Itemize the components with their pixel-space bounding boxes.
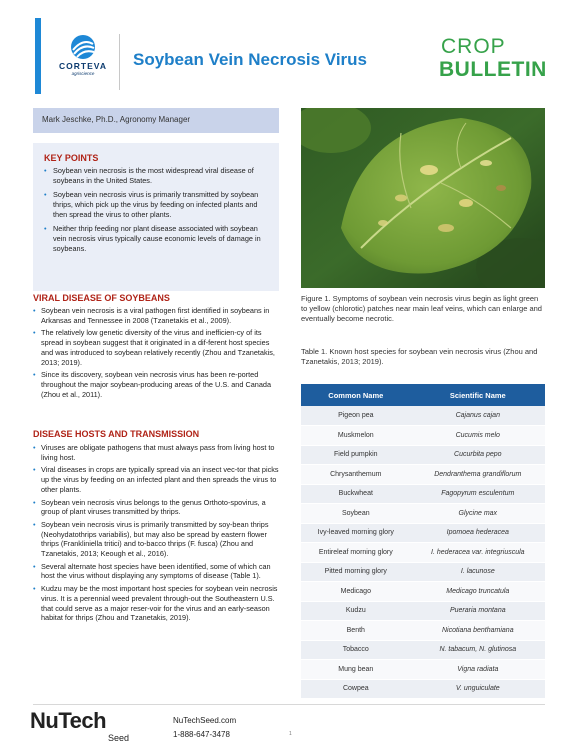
table-row — [301, 621, 545, 641]
key-points-list — [44, 166, 270, 254]
phone-number: 1-888-647-3478 — [173, 730, 230, 739]
table-row — [301, 445, 545, 465]
viral-disease-list — [33, 306, 279, 402]
table-row — [301, 504, 545, 524]
soybean-leaf-photo — [301, 108, 545, 288]
common-name-cell: Cowpea — [301, 679, 411, 699]
key-points-title: KEY POINTS — [44, 153, 99, 163]
list-item: • Viruses are obligate pathogens that must always pass from living host to living host. — [33, 443, 279, 462]
common-name-cell: Soybean — [301, 504, 411, 524]
table-row — [301, 484, 545, 504]
common-name-cell: Entireleaf morning glory — [301, 543, 411, 563]
common-name-cell: Mung bean — [301, 660, 411, 680]
common-name-cell: Pigeon pea — [301, 406, 411, 426]
common-name-cell: Field pumpkin — [301, 445, 411, 465]
scientific-name-cell: Fagopyrum esculentum — [411, 484, 545, 504]
key-point-item: • Neither thrip feeding nor plant disease associated with soybean vein necrosis virus typically cause economic levels of damage in soybeans. — [44, 224, 270, 254]
common-name-cell: Benth — [301, 621, 411, 641]
scientific-name-cell: N. tabacum, N. glutinosa — [411, 640, 545, 660]
table-header-row — [301, 384, 545, 406]
scientific-name-cell: Cucurbita pepo — [411, 445, 545, 465]
disease-hosts-list — [33, 443, 279, 626]
figure-caption: Figure 1. Symptoms of soybean vein necrosis virus begin as light green to yellow (chlorotic) patches near main leaf veins, which can enlarge and eventually become necrotic. — [301, 294, 542, 324]
list-item: • Viral diseases in crops are typically spread via an insect vec-tor that picks up the virus by feeding on an infected plant and then spreads the virus to other plants. — [33, 465, 279, 494]
scientific-name-cell: Ipomoea hederacea — [411, 523, 545, 543]
list-item: • Since its discovery, soybean vein necrosis virus has been re-ported throughout the major soybean-producing areas of the U.S. and Canada (Zhou et al., 2011). — [33, 370, 279, 399]
scientific-name-cell: Pueraria montana — [411, 601, 545, 621]
table-row — [301, 465, 545, 485]
scientific-name-cell: Glycine max — [411, 504, 545, 524]
column-header: Common Name — [301, 384, 411, 406]
table-row — [301, 562, 545, 582]
table-title: Table 1. Known host species for soybean vein necrosis virus (Zhou and Tzanetakis, 2013; 2019). — [301, 347, 538, 367]
scientific-name-cell: V. unguiculate — [411, 679, 545, 699]
table-row — [301, 660, 545, 680]
scientific-name-cell: Vigna radiata — [411, 660, 545, 680]
list-item: • Soybean vein necrosis virus is primarily transmitted by soy-bean thrips (Neohydatothrips variabilis), but may also be spread by eastern flower thrips (Frankliniella tritici) and to-bacco thrips (F. fusca) (Zhou and Tzanetakis, 2013; Keough et al., 2016). — [33, 520, 279, 559]
author-name: Mark Jeschke, Ph.D., Agronomy Manager — [42, 115, 191, 124]
table-row — [301, 426, 545, 446]
table-row — [301, 679, 545, 699]
scientific-name-cell: Cajanus cajan — [411, 406, 545, 426]
common-name-cell: Pitted morning glory — [301, 562, 411, 582]
table-row — [301, 582, 545, 602]
section-title-disease-hosts: DISEASE HOSTS AND TRANSMISSION — [33, 429, 200, 439]
bulletin-label: BULLETIN — [439, 58, 547, 81]
list-item: • Soybean vein necrosis is a viral pathogen first identified in soybeans in Arkansas and Tennessee in 2008 (Tzanetakis et al., 2009). — [33, 306, 279, 325]
scientific-name-cell: Dendranthema grandiflorum — [411, 465, 545, 485]
corteva-emblem-icon — [70, 34, 96, 60]
table-row — [301, 543, 545, 563]
table-row — [301, 406, 545, 426]
crop-label: CROP — [441, 35, 506, 58]
list-item: • Soybean vein necrosis virus belongs to the genus Orthoto-spovirus, a group of plant viruses transmitted by thrips. — [33, 498, 279, 517]
list-item: • The relatively low genetic diversity of the virus and inefficien-cy of its spread in soybean suggest that it originated in a dif-ferent host species and was introduced to soybean relatively recently (Zhou and Tzanetakis, 2013; 2019). — [33, 328, 279, 367]
scientific-name-cell: Nicotiana benthamiana — [411, 621, 545, 641]
page-number: 1 — [289, 731, 292, 737]
scientific-name-cell: Cucumis melo — [411, 426, 545, 446]
common-name-cell: Muskmelon — [301, 426, 411, 446]
scientific-name-cell: Medicago truncatula — [411, 582, 545, 602]
key-points-box — [33, 143, 279, 291]
page-title: Soybean Vein Necrosis Virus — [133, 50, 368, 69]
common-name-cell: Ivy-leaved morning glory — [301, 523, 411, 543]
brand-name: CORTEVA — [59, 61, 107, 71]
common-name-cell: Kudzu — [301, 601, 411, 621]
header-accent-bar — [35, 18, 41, 94]
table-row — [301, 523, 545, 543]
section-title-viral-disease: VIRAL DISEASE OF SOYBEANS — [33, 293, 170, 303]
nutech-logo-sub: Seed — [108, 733, 130, 743]
list-item: • Kudzu may be the most important host species for soybean vein necrosis virus. It is a perennial weed prevalent through-out the Southeastern U.S. that could serve as a major reser-voir for the virus and an early-season habitat for thrips (Zhou and Tzanetakis, 2019). — [33, 584, 279, 623]
footer-divider — [33, 704, 545, 705]
common-name-cell: Medicago — [301, 582, 411, 602]
key-point-item: • Soybean vein necrosis is the most widespread viral disease of soybeans in the United States. — [44, 166, 270, 186]
scientific-name-cell: I. hederacea var. integriuscula — [411, 543, 545, 563]
nutech-logo: NuTech — [30, 708, 107, 733]
key-point-item: • Soybean vein necrosis virus is primarily transmitted by soybean thrips, which pick up the virus by feeding on infected plants and then spread the virus to other plants. — [44, 190, 270, 220]
list-item: • Several alternate host species have been identified, some of which can host the virus without displaying any symptoms of disease (Table 1). — [33, 562, 279, 581]
scientific-name-cell: I. lacunose — [411, 562, 545, 582]
website-link[interactable]: NuTechSeed.com — [173, 716, 237, 725]
table-row — [301, 640, 545, 660]
brand-subtitle: agriscience — [71, 71, 95, 76]
table-row — [301, 601, 545, 621]
common-name-cell: Buckwheat — [301, 484, 411, 504]
host-species-table — [301, 384, 545, 699]
common-name-cell: Tobacco — [301, 640, 411, 660]
header-divider — [119, 34, 120, 90]
corteva-logo — [54, 34, 112, 90]
common-name-cell: Chrysanthemum — [301, 465, 411, 485]
column-header: Scientific Name — [411, 384, 545, 406]
